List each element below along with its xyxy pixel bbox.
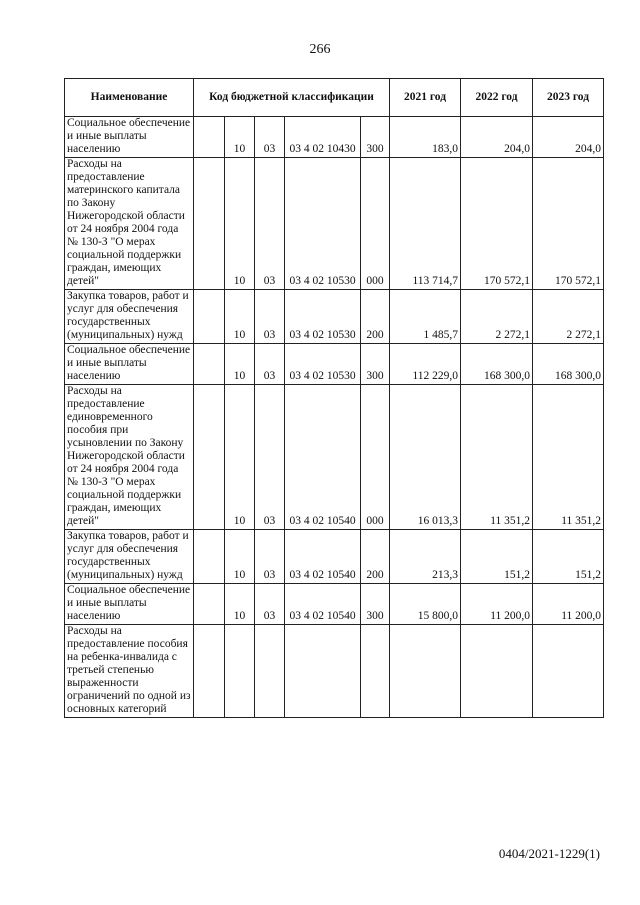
code-subsection: 03 xyxy=(255,158,285,290)
code-part-1 xyxy=(194,385,225,530)
row-name: Закупка товаров, работ и услуг для обеспечения государственных (муниципальных) нужд xyxy=(65,290,194,344)
row-name: Расходы на предоставление единовременного пособия при усыновлении по Закону Нижегородской области от 24 ноября 2004 года № 130-З "О мерах социальной поддержки граждан, имеющих детей" xyxy=(65,385,194,530)
code-subsection: 03 xyxy=(255,584,285,625)
code-part-1 xyxy=(194,158,225,290)
code-subsection xyxy=(255,625,285,718)
code-expense-type: 200 xyxy=(361,530,390,584)
amount-2021: 183,0 xyxy=(390,117,461,158)
header-2022: 2022 год xyxy=(461,79,533,117)
amount-2022: 168 300,0 xyxy=(461,344,533,385)
code-subsection: 03 xyxy=(255,117,285,158)
row-name: Социальное обеспечение и иные выплаты населению xyxy=(65,344,194,385)
code-part-1 xyxy=(194,530,225,584)
code-expense-type: 300 xyxy=(361,344,390,385)
table-row xyxy=(65,158,604,290)
table-row xyxy=(65,584,604,625)
code-expense-type: 300 xyxy=(361,117,390,158)
table-header-row xyxy=(65,79,604,117)
code-part-1 xyxy=(194,584,225,625)
code-section: 10 xyxy=(225,530,255,584)
header-name: Наименование xyxy=(65,79,194,117)
code-expense-type: 000 xyxy=(361,158,390,290)
page-number: 266 xyxy=(309,42,331,57)
code-section: 10 xyxy=(225,344,255,385)
row-name: Социальное обеспечение и иные выплаты населению xyxy=(65,584,194,625)
code-subsection: 03 xyxy=(255,530,285,584)
code-expense-type: 000 xyxy=(361,385,390,530)
code-target-article: 03 4 02 10530 xyxy=(285,290,361,344)
row-name: Закупка товаров, работ и услуг для обеспечения государственных (муниципальных) нужд xyxy=(65,530,194,584)
code-target-article: 03 4 02 10540 xyxy=(285,385,361,530)
code-section: 10 xyxy=(225,584,255,625)
code-target-article: 03 4 02 10530 xyxy=(285,344,361,385)
amount-2023: 11 351,2 xyxy=(533,385,604,530)
code-expense-type: 200 xyxy=(361,290,390,344)
amount-2023: 170 572,1 xyxy=(533,158,604,290)
table-row xyxy=(65,625,604,718)
code-section: 10 xyxy=(225,117,255,158)
row-name: Социальное обеспечение и иные выплаты населению xyxy=(65,117,194,158)
amount-2022: 2 272,1 xyxy=(461,290,533,344)
amount-2023: 2 272,1 xyxy=(533,290,604,344)
amount-2022 xyxy=(461,625,533,718)
code-expense-type xyxy=(361,625,390,718)
amount-2023: 151,2 xyxy=(533,530,604,584)
budget-table xyxy=(64,78,604,718)
document-number: 0404/2021-1229(1) xyxy=(498,846,600,861)
code-section xyxy=(225,625,255,718)
row-name: Расходы на предоставление пособия на ребенка-инвалида с третьей степенью выраженности ограничений по одной из основных категорий xyxy=(65,625,194,718)
code-section: 10 xyxy=(225,158,255,290)
amount-2021: 16 013,3 xyxy=(390,385,461,530)
table-row xyxy=(65,117,604,158)
table-row xyxy=(65,530,604,584)
row-name: Расходы на предоставление материнского капитала по Закону Нижегородской области от 24 ноября 2004 года № 130-З "О мерах социальной поддержки граждан, имеющих детей" xyxy=(65,158,194,290)
amount-2021: 112 229,0 xyxy=(390,344,461,385)
amount-2023 xyxy=(533,625,604,718)
header-2023: 2023 год xyxy=(533,79,604,117)
amount-2022: 11 351,2 xyxy=(461,385,533,530)
amount-2021: 113 714,7 xyxy=(390,158,461,290)
code-target-article: 03 4 02 10430 xyxy=(285,117,361,158)
header-2021: 2021 год xyxy=(390,79,461,117)
code-part-1 xyxy=(194,290,225,344)
code-target-article: 03 4 02 10540 xyxy=(285,530,361,584)
amount-2023: 168 300,0 xyxy=(533,344,604,385)
code-expense-type: 300 xyxy=(361,584,390,625)
code-subsection: 03 xyxy=(255,344,285,385)
code-target-article: 03 4 02 10540 xyxy=(285,584,361,625)
table-row xyxy=(65,385,604,530)
code-part-1 xyxy=(194,117,225,158)
amount-2022: 204,0 xyxy=(461,117,533,158)
code-section: 10 xyxy=(225,385,255,530)
header-code: Код бюджетной классификации xyxy=(194,79,390,117)
amount-2021: 15 800,0 xyxy=(390,584,461,625)
amount-2022: 11 200,0 xyxy=(461,584,533,625)
amount-2021: 213,3 xyxy=(390,530,461,584)
amount-2023: 204,0 xyxy=(533,117,604,158)
code-target-article xyxy=(285,625,361,718)
amount-2023: 11 200,0 xyxy=(533,584,604,625)
code-part-1 xyxy=(194,625,225,718)
amount-2022: 151,2 xyxy=(461,530,533,584)
table-row xyxy=(65,344,604,385)
amount-2021: 1 485,7 xyxy=(390,290,461,344)
code-subsection: 03 xyxy=(255,385,285,530)
amount-2021 xyxy=(390,625,461,718)
code-subsection: 03 xyxy=(255,290,285,344)
code-section: 10 xyxy=(225,290,255,344)
code-target-article: 03 4 02 10530 xyxy=(285,158,361,290)
amount-2022: 170 572,1 xyxy=(461,158,533,290)
code-part-1 xyxy=(194,344,225,385)
table-row xyxy=(65,290,604,344)
